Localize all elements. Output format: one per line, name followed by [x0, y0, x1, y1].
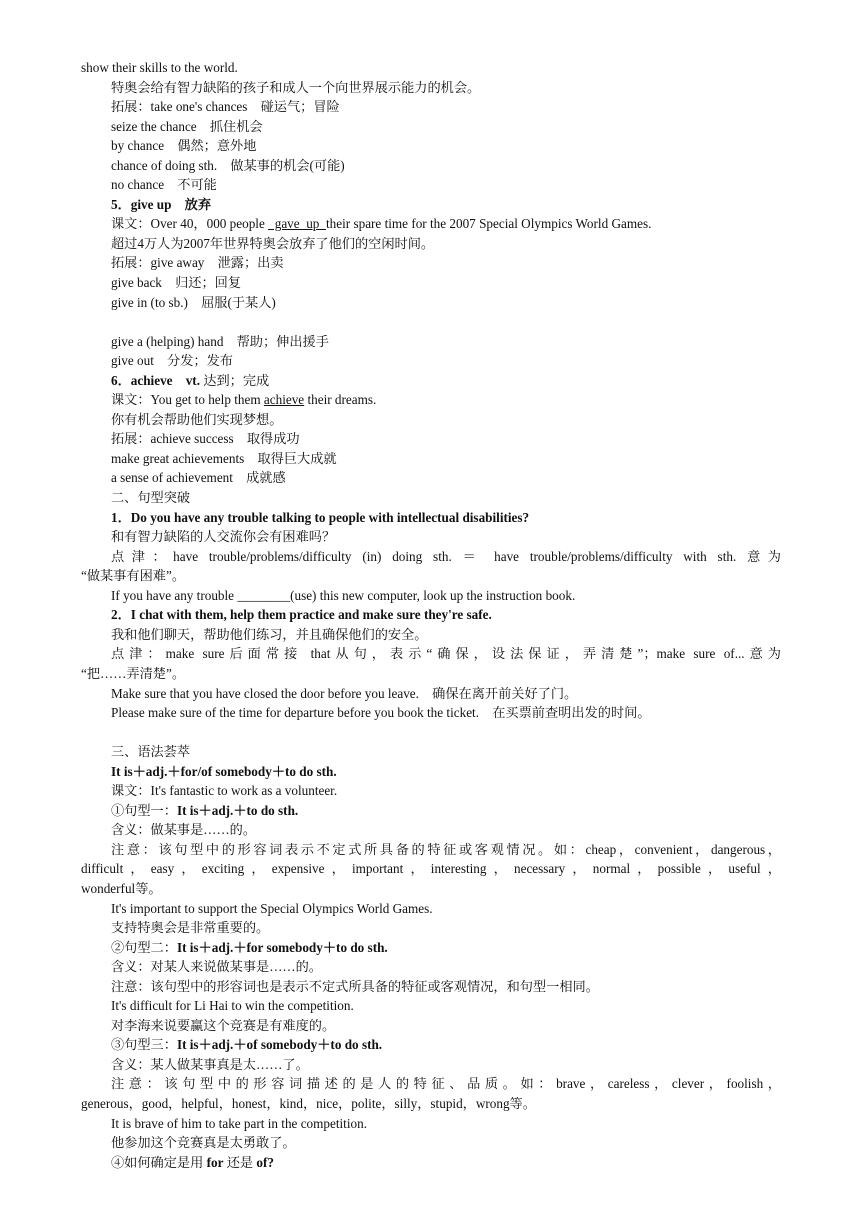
text-line: 拓展：achieve success 取得成功 — [111, 431, 300, 447]
section-heading: 6．achieve vt. 达到；完成 — [111, 372, 270, 388]
sentence-heading: 2．I chat with them, help them practice and make sure they're safe. — [111, 607, 492, 623]
text-line: Make sure that you have closed the door before you leave. 确保在离开前关好了门。 — [111, 685, 578, 701]
text-line: 特奥会给有智力缺陷的孩子和成人一个向世界展示能力的机会。 — [111, 79, 481, 95]
text-line: generous，good，helpful，honest，kind，nice，polite，silly，stupid，wrong等。 — [81, 1095, 536, 1111]
text-line: 和有智力缺陷的人交流你会有困难吗？ — [111, 529, 336, 545]
text-line: seize the chance 抓住机会 — [111, 118, 263, 134]
text-line: 点津：make sure后面常接 that从句，表示“确保，设法保证，弄清楚”；make sure of...意为 — [111, 646, 781, 662]
text-line: “把……弄清楚”。 — [81, 665, 186, 681]
text-line: 拓展：give away 泄露；出卖 — [111, 255, 284, 271]
blank-line — [81, 723, 781, 743]
text-line: 课文：It's fantastic to work as a volunteer. — [111, 783, 338, 799]
pattern-heading: ①句型一：It is＋adj.＋to do sth. — [111, 802, 299, 818]
text-line: make great achievements 取得巨大成就 — [111, 450, 337, 466]
text-line: 含义：某人做某事真是太……了。 — [111, 1056, 309, 1072]
text-line: by chance 偶然；意外地 — [111, 138, 257, 154]
answer-blank: gave up — [268, 216, 326, 232]
section-heading: 5．give up 放弃 — [111, 196, 212, 212]
text-line: give in (to sb.) 屈服(于某人) — [111, 294, 276, 310]
text-line: wonderful等。 — [81, 880, 162, 896]
part-heading: 二、句型突破 — [111, 490, 191, 506]
text-line: Please make sure of the time for departure before you book the ticket. 在买票前查明出发的时间。 — [111, 705, 651, 721]
text-line: 超过4万人为2007年世界特奥会放弃了他们的空闲时间。 — [111, 235, 435, 251]
text-line: give a (helping) hand 帮助；伸出援手 — [111, 333, 329, 349]
text-line: no chance 不可能 — [111, 177, 217, 193]
pattern-heading: ③句型三：It is＋adj.＋of somebody＋to do sth. — [111, 1037, 383, 1053]
text-line: 点津：have trouble/problems/difficulty (in) doing sth. ＝ have trouble/problems/difficulty with sth. 意为 — [111, 548, 781, 564]
text-line: 拓展：take one's chances 碰运气；冒险 — [111, 99, 340, 115]
text-line: 课文：Over 40，000 people gave up their spare time for the 2007 Special Olympics World Games. — [111, 216, 652, 232]
text-line: It's difficult for Li Hai to win the competition. — [111, 998, 354, 1014]
sentence-heading: 1．Do you have any trouble talking to people with intellectual disabilities? — [111, 509, 530, 525]
part-heading: 三、语法荟萃 — [111, 744, 191, 760]
text-line: 我和他们聊天，帮助他们练习，并且确保他们的安全。 — [111, 626, 428, 642]
text-line: 他参加这个竞赛真是太勇敢了。 — [111, 1135, 296, 1151]
answer-word: achieve — [263, 392, 305, 408]
text-line: 课文：You get to help them achieve their dreams. — [111, 392, 377, 408]
text-line: 注意：该句型中的形容词描述的是人的特征、品质。如：brave，careless，clever，foolish， — [111, 1076, 781, 1092]
text-line: 含义：做某事是……的。 — [111, 822, 257, 838]
text-line: 注意：该句型中的形容词也是表示不定式所具备的特征或客观情况，和句型一相同。 — [111, 978, 599, 994]
blank-line — [81, 312, 781, 332]
text-line: difficult，easy，exciting，expensive，important，interesting，necessary，normal，possible，useful， — [81, 861, 781, 877]
text-line: 对李海来说要赢这个竞赛是有难度的。 — [111, 1017, 336, 1033]
text-line: It is brave of him to take part in the competition. — [111, 1115, 367, 1131]
grammar-heading: It is＋adj.＋for/of somebody＋to do sth. — [111, 763, 337, 779]
text-line: give back 归还；回复 — [111, 275, 242, 291]
text-line: 支持特奥会是非常重要的。 — [111, 920, 270, 936]
document-page — [81, 58, 781, 1172]
pattern-heading: ④如何确定是用 for 还是 of? — [111, 1154, 275, 1170]
text-line: 注意：该句型中的形容词表示不定式所具备的特征或客观情况。如：cheap，convenient，dangerous， — [111, 841, 781, 857]
pattern-heading: ②句型二：It is＋adj.＋for somebody＋to do sth. — [111, 939, 388, 955]
text-line: It's important to support the Special Olympics World Games. — [111, 900, 433, 916]
text-line: show their skills to the world. — [81, 60, 238, 75]
text-line: 你有机会帮助他们实现梦想。 — [111, 411, 283, 427]
text-line: chance of doing sth. 做某事的机会(可能) — [111, 157, 345, 173]
text-line: a sense of achievement 成就感 — [111, 470, 286, 486]
exercise-line: If you have any trouble ________(use) this new computer, look up the instruction book. — [111, 587, 576, 603]
text-line: “做某事有困难”。 — [81, 568, 186, 584]
text-line: give out 分发；发布 — [111, 353, 233, 369]
text-line: 含义：对某人来说做某事是……的。 — [111, 959, 322, 975]
